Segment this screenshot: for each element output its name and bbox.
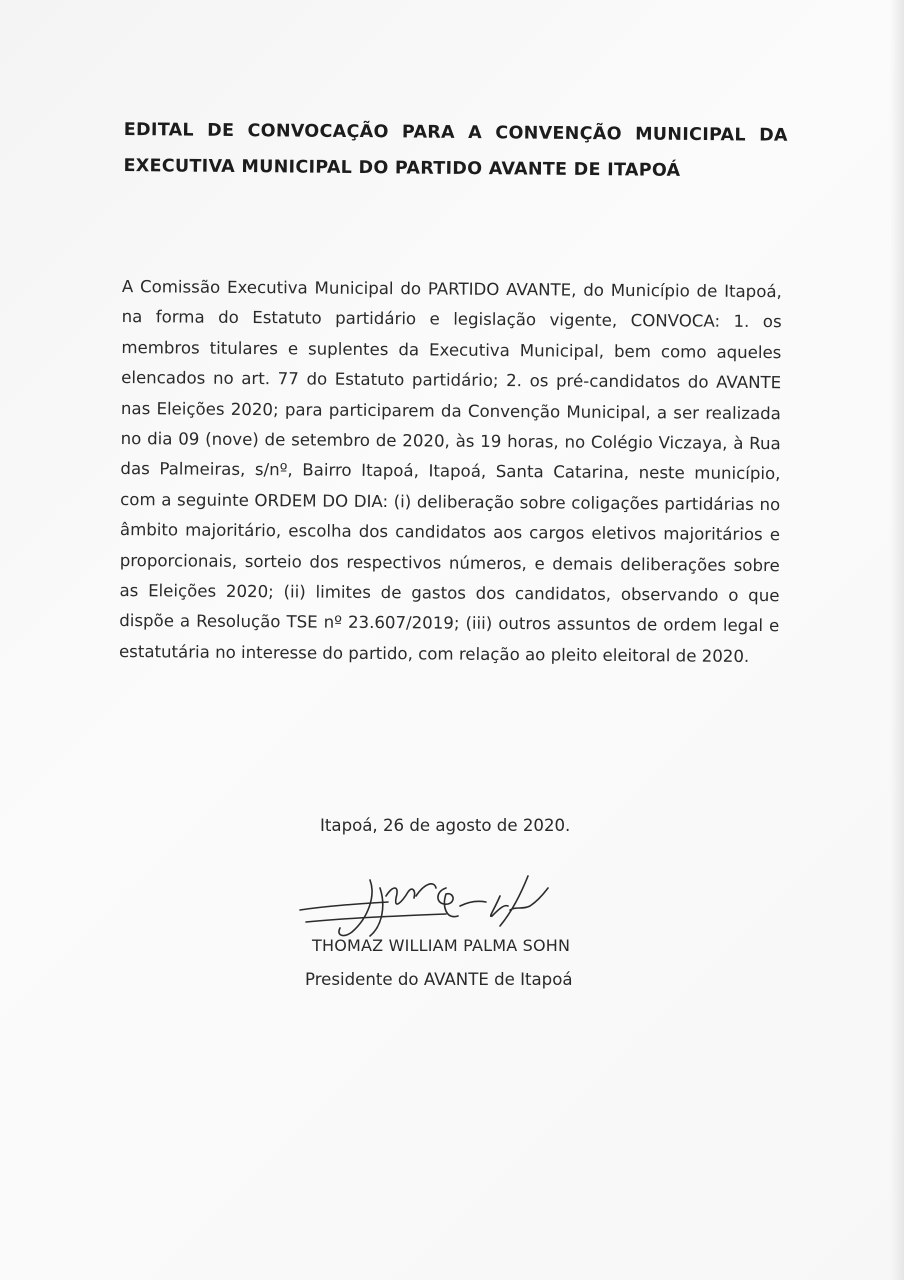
signer-role: Presidente do AVANTE de Itapoá	[305, 970, 573, 989]
document-title	[123, 112, 788, 190]
convocation-body: A Comissão Executiva Municipal do PARTIDO AVANTE, do Município de Itapoá, na forma do Estatuto partidário e legislação vigente, CONVOCA: 1. os membros titulares e suplentes da Executiva Municipal, bem como aqueles elencados no art. 77 do Estatuto partidário; 2. os pré-candidatos do AVANTE nas Eleições 2020; para participarem da Convenção Municipal, a ser realizada no dia 09 (nove) de setembro de 2020, às 19 horas, no Colégio Viczaya, à Rua das Palmeiras, s/nº, Bairro Itapoá, Itapoá, Santa Catarina, neste município, com a seguinte ORDEM DO DIA: (i) deliberação sobre coligações partidárias no âmbito majoritário, escolha dos candidatos aos cargos eletivos majoritários e proporcionais, sorteio dos respectivos números, e demais deliberações sobre as Eleições 2020; (ii) limites de gastos dos candidatos, observando o que dispõe a Resolução TSE nº 23.607/2019; (iii) outros assuntos de ordem legal e estatutária no interesse do partido, com relação ao pleito eleitoral de 2020.	[118, 276, 782, 666]
signature-icon	[296, 866, 566, 946]
page-edge-shadow	[890, 0, 904, 1280]
title-line-1: EDITAL DE CONVOCAÇÃO PARA A CONVENÇÃO MUNICIPAL DA	[123, 119, 788, 146]
title-line-2: EXECUTIVA MUNICIPAL DO PARTIDO AVANTE DE ITAPOÁ	[123, 155, 681, 181]
signer-name: THOMAZ WILLIAM PALMA SOHN	[312, 936, 571, 955]
place-and-date: Itapoá, 26 de agosto de 2020.	[320, 816, 571, 835]
